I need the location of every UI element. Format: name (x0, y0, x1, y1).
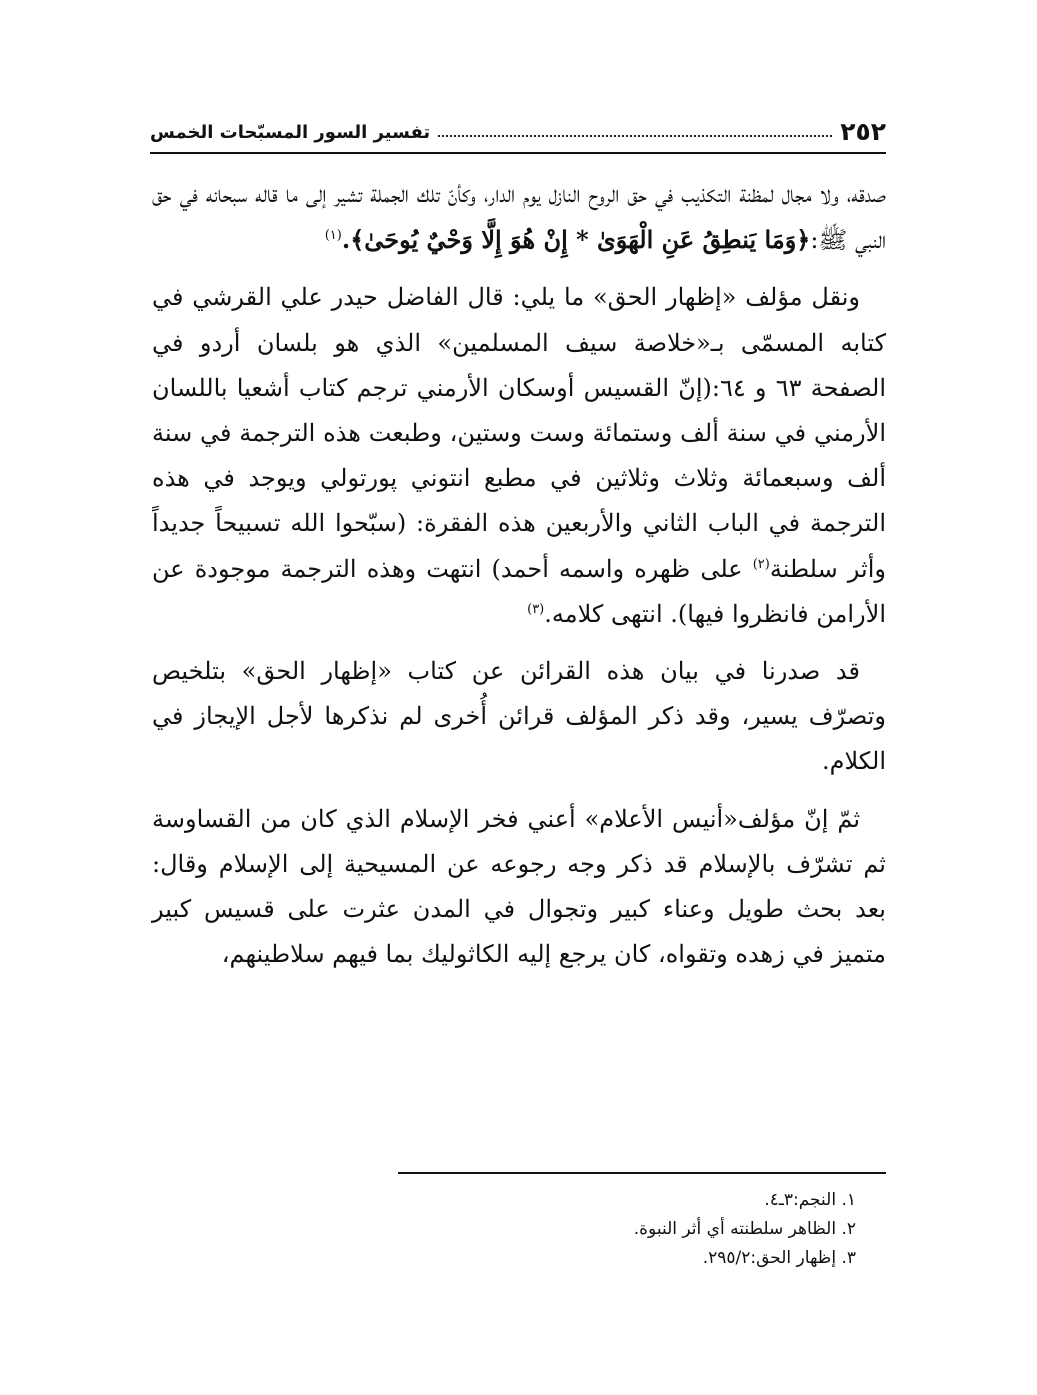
footnotes (150, 1186, 856, 1273)
paragraph-4 (152, 797, 886, 978)
footnote-ref-3: (٣) (527, 601, 545, 617)
quran-verse: ﴿وَمَا يَنطِقُ عَنِ الْهَوَىٰ * إِنْ هُوَ إِلَّا وَحْيٌ يُوحَىٰ﴾. (341, 225, 811, 255)
paragraph-3-text: قد صدرنا في بيان هذه القرائن عن كتاب «إظهار الحق» بتلخيص وتصرّف يسير، وقد ذكر المؤلف قرائن أُخرى لم نذكرها لأجل الإيجاز في الكلام. (152, 657, 886, 776)
footnote-ref-2: (٢) (752, 556, 770, 572)
footnote-ref-1: (١) (324, 228, 342, 244)
paragraph-3 (152, 649, 886, 785)
main-text (152, 172, 886, 989)
running-title: تفسير السور المسبّحات الخمس (150, 122, 431, 143)
paragraph-2-text-b: على ظهره واسمه أحمد) انتهت وهذه الترجمة موجودة عن الأرامن فانظروا فيها). انتهى كلامه. (152, 554, 886, 628)
header-rule (150, 152, 886, 154)
header-dotted-leader (438, 134, 832, 137)
footnote-3: ٣. إظهار الحق:٢٩٥/٢. (702, 1248, 856, 1268)
footnote-1: ١. النجم:٣ـ٤. (764, 1190, 856, 1210)
page-number: ٢٥٢ (840, 117, 886, 146)
footnote-2: ٢. الظاهر سلطنته أي أثر النبوة. (633, 1219, 856, 1239)
paragraph-2 (152, 275, 886, 637)
paragraph-2-text-a: ونقل مؤلف «إظهار الحق» ما يلي: قال الفاضل حيدر علي القرشي في كتابه المسمّى بـ«خلاصة سيف المسلمين» الذي هو بلسان أردو في الصفحة ٦٣ و ٦٤:(إنّ القسيس أوسكان الأرمني ترجم كتاب أشعيا باللسان الأرمني في سنة ألف وستمائة وست وستين، وطبعت هذه الترجمة في سنة ألف وسبعمائة وثلاث وثلاثين في مطبع انتوني پورتولي ويوجد في هذه الترجمة في الباب الثاني والأربعين هذه الفقرة: (سبّحوا الله تسبيحاً جديداً وأثر سلطنة (152, 283, 886, 583)
paragraph-4-text: ثمّ إنّ مؤلف«أنيس الأعلام» أعني فخر الإسلام الذي كان من القساوسة ثم تشرّف بالإسلام قد ذكر وجه رجوعه عن المسيحية إلى الإسلام وقال: بعد بحث طويل وعناء كبير وتجوال في المدن عثرت على قسيس كبير متميز في زهده وتقواه، كان يرجع إليه الكاثوليك بما فيهم سلاطينهم، (152, 804, 886, 969)
paragraph-1 (152, 172, 886, 263)
footnote-separator (398, 1172, 886, 1174)
running-header (150, 104, 886, 144)
paragraph-1-text: صدقه، ولا مجال لمظنة التكذيب في حق الروح النازل يوم الدار، وكأنّ تلك الجملة تشير إلى ما قاله سبحانه في حق النبي ﷺ: (152, 180, 886, 255)
